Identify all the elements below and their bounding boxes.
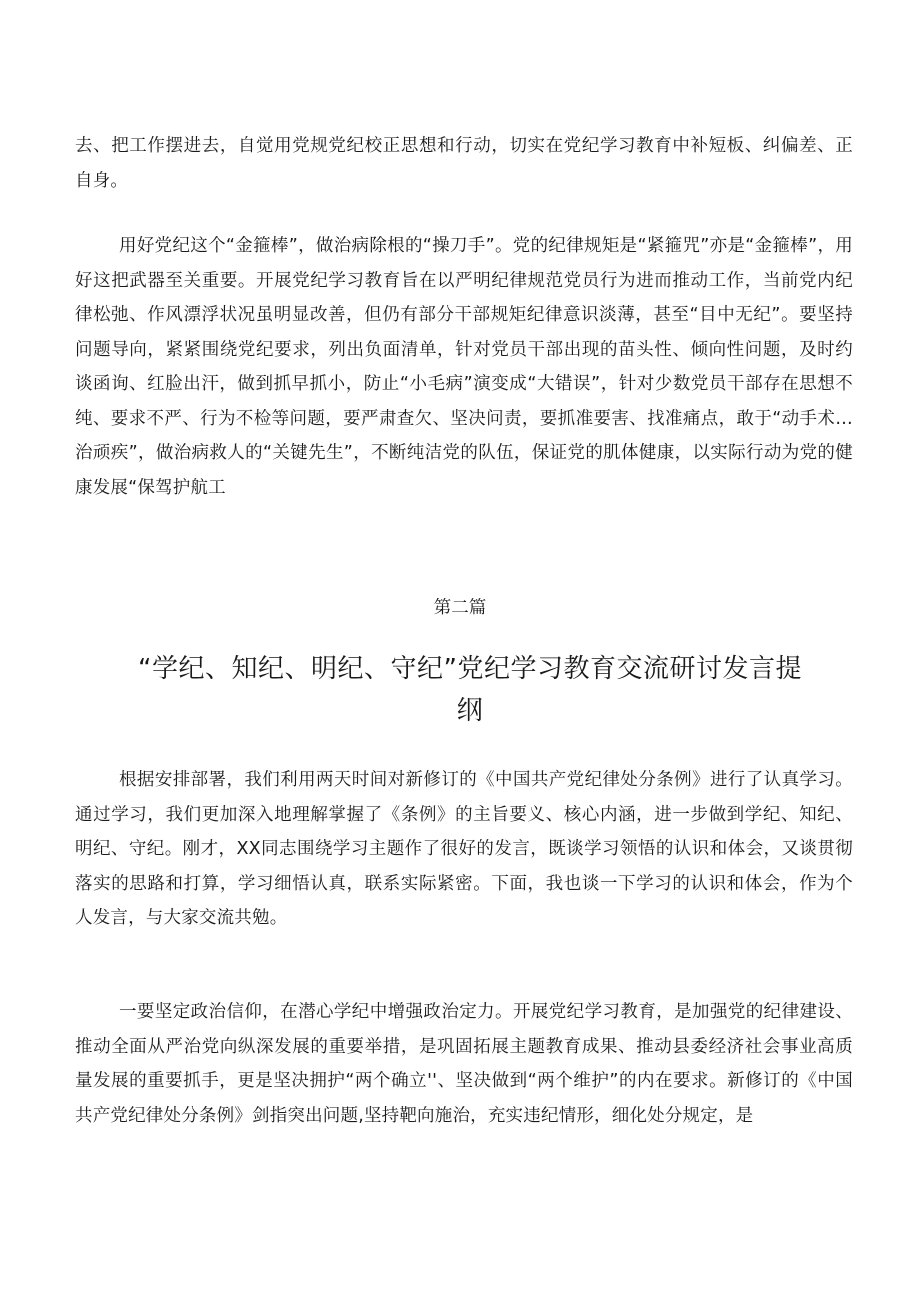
section-label: 第二篇 bbox=[433, 598, 487, 618]
paragraph-political-belief: 一要坚定政治信仰，在潜心学纪中增强政治定力。开展党纪学习教育，是加强党的纪律建设、推动全面从严治党向纵深发展的重要举措，是巩固拓展主题教育成果、推动县委经济社会事业高质量发展的重要抓手，更是坚决拥护“两个确立''、坚决做到“两个维护”的内在要求。新修订的《中国共产党纪律处分条例》剑指突出问题,坚持靶向施治，充实违纪情形，细化处分规定，是 bbox=[75, 1002, 853, 1126]
section-title: “学纪、知纪、明纪、守纪”党纪学习教育交流研讨发言提纲 bbox=[138, 654, 802, 726]
paragraph-introduction: 根据安排部署，我们利用两天时间对新修订的《中国共产党纪律处分条例》进行了认真学习。通过学习，我们更加深入地理解掌握了《条例》的主旨要义、核心内涵，进一步做到学纪、知纪、明纪、守纪。刚才，XX同志围绕学习主题作了很好的发言，既谈学习领悟的认识和体会，又谈贯彻落实的思路和打算，学习细悟认真，联系实际紧密。下面，我也谈一下学习的认识和体会，作为个人发言，与大家交流共勉。 bbox=[75, 770, 853, 928]
paragraph-golden-cudgel: 用好党纪这个“金箍棒”，做治病除根的“操刀手”。党的纪律规矩是“紧箍咒”亦是“金箍棒”，用好这把武器至关重要。开展党纪学习教育旨在以严明纪律规范党员行为进而推动工作，当前党内纪律松弛、作风漂浮状况虽明显改善，但仍有部分干部规矩纪律意识淡薄，甚至“目中无纪”。要坚持问题导向，紧紧围绕党纪要求，列出负面清单，针对党员干部出现的苗头性、倾向性问题，及时约谈函询、红脸出汗，做到抓早抓小，防止“小毛病”演变成“大错误”，针对少数党员干部存在思想不纯、要求不严、行为不检等问题，要严肃查欠、坚决问责，要抓准要害、找准痛点，敢于“动手术…治顽疾”，做治病救人的“关键先生”，不断纯洁党的队伍，保证党的肌体健康，以实际行动为党的健康发展“保驾护航工 bbox=[75, 236, 853, 498]
paragraph-continuation: 去、把工作摆进去，自觉用党规党纪校正思想和行动，切实在党纪学习教育中补短板、纠偏差、正自身。 bbox=[75, 136, 853, 191]
